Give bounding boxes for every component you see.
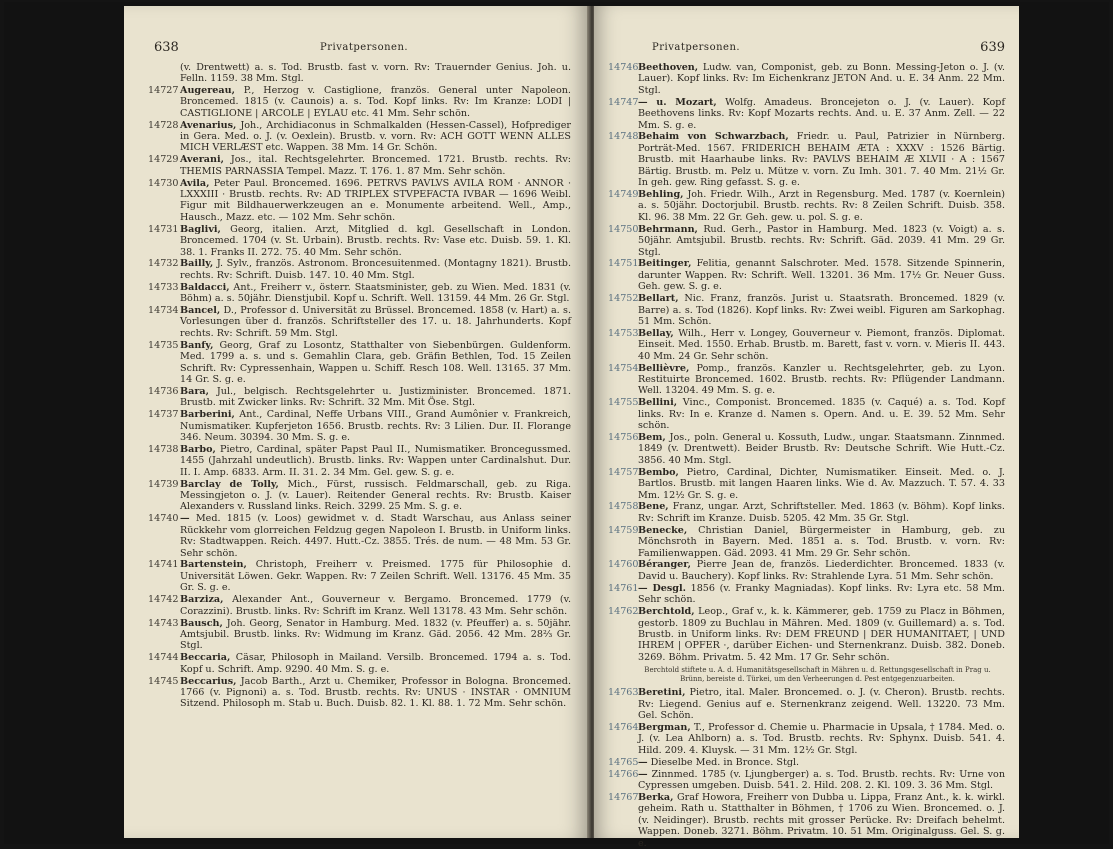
entry-number: 14734	[148, 305, 179, 317]
entry-number: 14754	[608, 362, 639, 374]
entry-number: 14755	[608, 397, 639, 409]
entry-number: 14731	[148, 223, 179, 235]
entry-name: Avenarius,	[180, 119, 237, 131]
entry-number: 14736	[148, 385, 179, 397]
catalog-entry	[150, 224, 571, 258]
catalog-entry	[608, 258, 1005, 293]
entry-text: Felitia, genannt Salschroter. Med. 1578. Sitzende Spinnerin, darunter Wappen. Rv: Schrift. Well. 13201. 36 Mm. 17½ Gr. Neuer Guss. Geh. gew. S. g. e.	[638, 258, 1005, 293]
entry-number: 14757	[608, 466, 639, 478]
entry-name: Bara,	[180, 385, 209, 397]
catalog-entry	[150, 559, 571, 593]
entry-number: 14761	[608, 582, 639, 594]
entry-name: Bene,	[638, 501, 669, 513]
entry-name: Behaim von Schwarzbach,	[638, 131, 789, 143]
entry-text: Pietro, Cardinal, später Papst Paul II., Numismatiker. Broncegussmed. 1455 (Jahrzahl undeutlich). Brustb. links. Rv: Wappen unter Cardinalshut. Dur. II. I. Amp. 6833. Arm. II. 31. 2. 34 Mm. Gel. gew. S. g. e.	[180, 443, 571, 478]
entry-name: Baglivi,	[180, 223, 221, 235]
catalog-entry	[150, 178, 571, 224]
entry-number: 14747	[608, 96, 639, 108]
running-title: Privatpersonen.	[320, 42, 409, 53]
entry-text: Med. 1815 (v. Loos) gewidmet v. d. Stadt Warschau, aus Anlass seiner Rückkehr vom glorreichen Feldzug gegen Napoleon I. Brustb. in Uniform links. Rv: Stadtwappen. Reich. 4497. Hutt.-Cz. 3855. Trés. de num. — 48 Mm. 53 Gr. Sehr schön.	[180, 513, 571, 559]
catalog-entry	[150, 444, 571, 478]
entry-text: Christoph, Freiherr v. Preismed. 1775 für Philosophie d. Universität Löwen. Gekr. Wappen. Rv: 7 Zeilen Schrift. Well. 13176. 45 Mm. 35 Gr. S. g. e.	[180, 559, 571, 594]
entry-text: Georg, italien. Arzt, Mitglied d. kgl. Gesellschaft in London. Broncemed. 1704 (v. St. Urbain). Brustb. rechts. Rv: Vase etc. Duisb. 59. 1. Kl. 38. 1. Franks II. 272. 75. 40 Mm. Sehr schön.	[180, 223, 571, 258]
catalog-entry	[608, 606, 1005, 663]
entry-number: 14743	[148, 617, 179, 629]
catalog-entry	[150, 305, 571, 339]
page-number: 639	[980, 40, 1005, 55]
entry-text: Jacob Barth., Arzt u. Chemiker, Professor in Bologna. Broncemed. 1766 (v. Pignoni) a. s. Tod. Brustb. rechts. Rv: UNUS · INSTAR · OMNIUM Sitzend. Philosoph m. Stab u. Buch. Duisb. 82. 1. Kl. 88. 1. 72 Mm. Sehr schön.	[180, 675, 571, 710]
entry-number: 14728	[148, 119, 179, 131]
entry-number: 14762	[608, 606, 639, 618]
entry-name: Augereau,	[180, 84, 235, 96]
entry-text: T., Professor d. Chemie u. Pharmacie in Upsala, † 1784. Med. o. J. (v. Lea Ahlborn) a. s. Tod. Brustb. rechts. Rv: Sphynx. Duisb. 541. 4. Hild. 209. 4. Kluysk. — 31 Mm. 12½ Gr. Stgl.	[638, 722, 1005, 756]
entry-text: Joh., Archidiaconus in Schmalkalden (Hessen-Cassel), Hofprediger in Gera. Med. o. J. (v. Oexlein). Brustb. v. vorn. Rv: ACH GOTT WENN ALLES MICH VERLÆST etc. Wappen. 38 Mm. 14 Gr. Schön.	[180, 119, 571, 154]
footnote: Berchtold stiftete u. A. d. Humanitätsgesellschaft in Mähren u. d. Rettungsgesellschaft in Prag u. Brünn, bereiste d. Türkei, um den Verheerungen d. Pest entgegenzuarbeiten.	[644, 666, 991, 683]
entry-name: Berchtold,	[638, 606, 695, 618]
entry-text: Leop., Graf v., k. k. Kämmerer, geb. 1759 zu Placz in Böhmen, gestorb. 1809 zu Buchlau in Mähren. Med. 1809 (v. Guillemard) a. s. Tod. Brustb. in Uniform links. Rv: DEM FREUND | DER HUMANITAET, | UND IHREM | OPFER ·, darüber Eichen- und Sternenkranz. Duisb. 382. Doneb. 3269. Böhm. Privatm. 5. 42 Mm. 17 Gr. Sehr schön.	[638, 606, 1005, 663]
catalog-entry	[150, 258, 571, 281]
entry-number: 14758	[608, 501, 639, 513]
right-page	[594, 6, 1019, 849]
catalog-entry	[608, 327, 1005, 362]
entry-number: 14729	[148, 154, 179, 166]
catalog-entry	[608, 466, 1005, 501]
entry-text: Rud. Gerh., Pastor in Hamburg. Med. 1823 (v. Voigt) a. s. 50jähr. Amtsjubil. Brustb. rechts. Rv: Schrift. Gäd. 2039. 41 Mm. 29 Gr. Stgl.	[638, 223, 1005, 258]
entry-name: Béranger,	[638, 559, 691, 571]
entry-number: 14764	[608, 722, 639, 734]
entry-text: Franz, ungar. Arzt, Schriftsteller. Med. 1863 (v. Böhm). Kopf links. Rv: Schrift im Kranze. Duisb. 5205. 42 Mm. 35 Gr. Stgl.	[638, 501, 1005, 524]
entry-number: 14765	[608, 756, 639, 768]
catalog-entry	[608, 501, 1005, 524]
entry-number: 14730	[148, 177, 179, 189]
entry-text: Mich., Fürst, russisch. Feldmarschall, geb. zu Riga. Messingjeton o. J. (v. Lauer). Reitender General rechts. Rv: Brustb. Kaiser Alexanders v. Russland links. Reich. 3299. 25 Mm. S. g. e.	[180, 478, 571, 513]
entry-number: 14727	[148, 84, 179, 96]
entry-number: 14766	[608, 768, 639, 780]
entry-name: Bellini,	[638, 397, 678, 409]
entry-number: 14760	[608, 559, 639, 571]
right-page-header	[612, 32, 1005, 54]
catalog-entry	[150, 594, 571, 617]
catalog-entry	[608, 756, 1005, 768]
entry-text: Wilh., Herr v. Longey, Gouverneur v. Piemont, französ. Diplomat. Einseit. Med. 1550. Erhab. Brustb. m. Barett, fast v. vorn. v. Mieris II. 443. 40 Mm. 24 Gr. Sehr schön.	[638, 327, 1005, 362]
catalog-entry	[608, 559, 1005, 582]
entry-name: Bellay,	[638, 327, 674, 339]
entry-name: Bancel,	[180, 305, 221, 317]
entry-number: 14735	[148, 339, 179, 351]
entry-name: Avila,	[180, 177, 210, 189]
catalog-entry	[150, 120, 571, 154]
catalog-entry	[150, 652, 571, 675]
catalog-entry	[608, 62, 1005, 96]
entry-name: Bausch,	[180, 617, 223, 629]
entry-text: Jul., belgisch. Rechtsgelehrter u. Justizminister. Broncemed. 1871. Brustb. mit Zwicker links. Rv: Schrift. 32 Mm. Mit Öse. Stgl.	[180, 385, 571, 409]
entry-name: Beccarius,	[180, 675, 237, 687]
entry-number: 14751	[608, 258, 639, 270]
catalog-entry	[150, 386, 571, 409]
entry-text: J. Sylv., französ. Astronom. Broncesuitenmed. (Montagny 1821). Brustb. rechts. Rv: Schrift. Duisb. 147. 10. 40 Mm. Stgl.	[180, 258, 571, 281]
entry-text: Ant., Freiherr v., österr. Staatsminister, geb. zu Wien. Med. 1831 (v. Böhm) a. s. 50jähr. Dienstjubil. Kopf u. Schrift. Well. 13159. 44 Mm. 26 Gr. Stgl.	[180, 281, 571, 305]
entry-text: Graf Howora, Freiherr von Dubba u. Lippa, Franz Ant., k. k. wirkl. geheim. Rath u. Statthalter in Böhmen, † 1706 zu Wien. Broncemed. o. J. (v. Neidinger). Brustb. rechts mit grosser Perücke. Rv: Dreifach behelmt. Wappen. Doneb. 3271. Böhm. Privatm. 10. 51 Mm. Originalguss. Gel. S. g. e.	[638, 791, 1005, 849]
entry-name: Benecke,	[638, 524, 688, 536]
entry-text: P., Herzog v. Castiglione, französ. General unter Napoleon. Broncemed. 1815 (v. Caunois) a. s. Tod. Kopf links. Rv: Im Kranze: LODI | CASTIGLIONE | ARCOLE | EYLAU etc. 41 Mm. Sehr schön.	[180, 84, 571, 119]
entry-name: Averani,	[180, 154, 224, 166]
entry-name: Barberini,	[180, 409, 235, 421]
entry-text: Joh. Georg, Senator in Hamburg. Med. 1832 (v. Pfeuffer) a. s. 50jähr. Amtsjubil. Brustb. links. Rv: Widmung im Kranz. Gäd. 2056. 42 Mm. 28⅔ Gr. Stgl.	[180, 617, 571, 652]
entry-name: Banfy,	[180, 339, 214, 351]
left-page	[124, 6, 589, 838]
entry-name: —	[638, 768, 648, 780]
entry-text: Jos., poln. General u. Kossuth, Ludw., ungar. Staatsmann. Zinnmed. 1849 (v. Drentwett). Beider Brustb. Rv: Deutsche Schrift. Wie Hutt.-Cz. 3856. 40 Mm. Stgl.	[638, 432, 1005, 466]
entry-number: 14740	[148, 513, 179, 525]
catalog-entry	[608, 188, 1005, 223]
catalog-entry	[608, 223, 1005, 258]
entry-name: Bem,	[638, 432, 666, 443]
entry-number: 14752	[608, 293, 639, 305]
entry-number: 14748	[608, 131, 639, 143]
entry-name: Barziza,	[180, 594, 224, 606]
catalog-entry	[150, 676, 571, 710]
entry-number: 14763	[608, 687, 639, 699]
entry-text: Peter Paul. Broncemed. 1696. PETRVS PAVLVS AVILA ROM · ANNOR · LXXXIII · Brustb. rechts. Rv: AD TRIPLEX STVPEFACTA IVBAR — 1696 Weibl. Figur mit Bildhauerwerkzeugen an e. Monumente arbeitend. Well., Amp., Hausch., Mazz. etc. — 102 Mm. Sehr schön.	[180, 177, 571, 223]
entry-text: Vinc., Componist. Broncemed. 1835 (v. Caqué) a. s. Tod. Kopf links. Rv: In e. Kranze d. Namen s. Opern. And. u. E. 39. 52 Mm. Sehr schön.	[638, 397, 1005, 432]
entry-number: 14732	[148, 258, 179, 270]
entry-number: 14744	[148, 652, 179, 664]
catalog-entry	[150, 618, 571, 652]
entry-number: 14733	[148, 281, 179, 293]
catalog-entry	[150, 340, 571, 386]
entry-name: Bartenstein,	[180, 559, 247, 571]
entry-number: 14739	[148, 478, 179, 490]
left-page-header	[150, 32, 571, 54]
catalog-entry	[608, 524, 1005, 559]
entry-number: 14746	[608, 62, 639, 73]
entry-number: 14738	[148, 443, 179, 455]
book-spread	[4, 2, 1109, 849]
entry-number: 14745	[148, 675, 179, 687]
entry-text: Nic. Franz, französ. Jurist u. Staatsrath. Broncemed. 1829 (v. Barre) a. s. Tod (1826). Kopf links. Rv: Zwei weibl. Figuren am Sarkophag. 51 Mm. Schön.	[638, 293, 1005, 327]
entry-number: 14750	[608, 223, 639, 235]
entry-name: Bembo,	[638, 466, 679, 478]
entry-name: Barclay de Tolly,	[180, 478, 279, 490]
catalog-entry	[608, 362, 1005, 397]
catalog-entry	[150, 282, 571, 305]
entry-number: 14741	[148, 559, 179, 571]
catalog-entry	[150, 154, 571, 177]
entry-text: Pomp., französ. Kanzler u. Rechtsgelehrter, geb. zu Lyon. Restituirte Broncemed. 1602. Brustb. rechts. Rv: Pflügender Landmann. Well. 13204. 49 Mm. S. g. e.	[638, 362, 1005, 397]
entry-text: Ant., Cardinal, Neffe Urbans VIII., Grand Aumônier v. Frankreich, Numismatiker. Kupferjeton 1656. Brustb. rechts. Rv: 3 Lilien. Dur. II. Florange 346. Neum. 30394. 30 Mm. S. g. e.	[180, 409, 571, 443]
page-number: 638	[154, 40, 179, 55]
entry-name: Behling,	[638, 188, 684, 200]
entry-text: 1856 (v. Franky Magniadas). Kopf links. Rv: Lyra etc. 58 Mm. Sehr schön.	[638, 582, 1005, 606]
catalog-entry	[150, 409, 571, 443]
entry-number: 14742	[148, 594, 179, 606]
entry-name: Bailly,	[180, 258, 214, 270]
catalog-entry	[608, 582, 1005, 606]
entry-number: 14767	[608, 791, 639, 803]
continuation-text: (v. Drentwett) a. s. Tod. Brustb. fast v. vorn. Rv: Trauernder Genius. Joh. u. Felln. 1159. 38 Mm. Stgl.	[180, 62, 571, 85]
entry-name: —	[638, 756, 648, 768]
running-title: Privatpersonen.	[652, 42, 741, 53]
catalog-entry	[608, 722, 1005, 756]
entry-name: Beethoven,	[638, 62, 699, 73]
entry-number: 14737	[148, 409, 179, 421]
entry-name: Bergman,	[638, 722, 691, 734]
catalog-entry	[608, 293, 1005, 327]
catalog-entry	[150, 513, 571, 559]
left-entries	[150, 62, 571, 710]
entry-number: 14749	[608, 188, 639, 200]
entry-text: Pietro, ital. Maler. Broncemed. o. J. (v. Cheron). Brustb. rechts. Rv: Liegend. Genius auf e. Sternenkranz zeigend. Well. 13220. 73 Mm. Gel. Schön.	[638, 687, 1005, 722]
right-entries	[608, 62, 1005, 849]
catalog-entry	[608, 768, 1005, 792]
entry-text: Wolfg. Amadeus. Broncejeton o. J. (v. Lauer). Kopf Beethovens links. Rv: Kopf Mozarts rechts. And. u. E. 37 Anm. Zell. — 22 Mm. S. g. e.	[638, 96, 1005, 131]
entry-name: Berka,	[638, 791, 674, 803]
catalog-entry	[608, 791, 1005, 849]
entry-name: Baldacci,	[180, 281, 230, 293]
catalog-entry	[608, 96, 1005, 131]
entry-text: Friedr. u. Paul, Patrizier in Nürnberg. Porträt-Med. 1567. FRIDERICH BEHAIM ÆTA : XXXV : 1526 Bärtig. Brustb. mit Haarhaube links. Rv: PAVLVS BEHAIM Æ XLVII · A : 1567 Bärtig. Brustb. m. Pelz u. Mütze v. vorn. Zu Imh. 301. 7. 40 Mm. 21½ Gr. In geh. gew. Ring gefasst. S. g. e.	[638, 131, 1005, 189]
entry-text: D., Professor d. Universität zu Brüssel. Broncemed. 1858 (v. Hart) a. s. Vorlesungen über d. französ. Schriftsteller des 17. u. 18. Jahrhunderts. Kopf rechts. Rv: Schrift. 59 Mm. Stgl.	[180, 305, 571, 339]
entry-name: — Desgl.	[638, 582, 686, 594]
entry-text: Ludw. van, Componist, geb. zu Bonn. Messing-Jeton o. J. (v. Lauer). Kopf links. Rv: Im Eichenkranz JETON And. u. E. 34 Anm. 22 Mm. Stgl.	[638, 62, 1005, 96]
entry-name: Bellart,	[638, 293, 679, 305]
entry-text: Dieselbe Med. in Bronce. Stgl.	[650, 756, 800, 768]
entry-name: Behrmann,	[638, 223, 698, 235]
catalog-entry	[608, 687, 1005, 722]
entry-text: Joh. Friedr. Wilh., Arzt in Regensburg. Med. 1787 (v. Koernlein) a. s. 50jähr. Doctorjubil. Brustb. rechts. Rv: 8 Zeilen Schrift. Duisb. 358. Kl. 96. 38 Mm. 22 Gr. Geh. gew. u. pol. S. g. e.	[638, 188, 1005, 223]
entry-name: Beitinger,	[638, 258, 692, 270]
entry-text: Georg, Graf zu Losontz, Statthalter von Siebenbürgen. Guldenform. Med. 1799 a. s. und s. Gemahlin Clara, geb. Gräfin Bethlen, Tod. 15 Zeilen Schrift. Rv: Cypressenhain, Wappen u. Schiff. Resch 108. Well. 13165. 37 Mm. 14 Gr. S. g. e.	[180, 339, 571, 385]
entry-name: — u. Mozart,	[638, 96, 717, 108]
catalog-entry	[150, 85, 571, 119]
entry-name: Barbo,	[180, 443, 216, 455]
catalog-entry	[608, 131, 1005, 189]
entry-number: 14759	[608, 524, 639, 536]
catalog-entry	[608, 432, 1005, 466]
entry-name: —	[180, 513, 190, 525]
entry-text: Pierre Jean de, französ. Liederdichter. Broncemed. 1833 (v. David u. Bauchery). Kopf links. Rv: Strahlende Lyra. 51 Mm. Sehr schön.	[638, 559, 1005, 582]
entry-text: Christian Daniel, Bürgermeister in Hamburg, geb. zu Mönchsroth in Bayern. Med. 1851 a. s. Tod. Brustb. v. vorn. Rv: Familienwappen. Gäd. 2093. 41 Mm. 29 Gr. Sehr schön.	[638, 524, 1005, 559]
catalog-entry	[150, 479, 571, 513]
entry-name: Beccaria,	[180, 652, 231, 664]
entry-number: 14756	[608, 432, 639, 443]
entry-text: Cäsar, Philosoph in Mailand. Versilb. Broncemed. 1794 a. s. Tod. Kopf u. Schrift. Amp. 9290. 40 Mm. S. g. e.	[180, 652, 571, 675]
entry-number: 14753	[608, 327, 639, 339]
entry-text: Zinnmed. 1785 (v. Ljungberger) a. s. Tod. Brustb. rechts. Rv: Urne von Cypressen umgeben. Duisb. 541. 2. Hild. 208. 2. Kl. 109. 3. 36 Mm. Stgl.	[638, 768, 1005, 792]
entry-name: Bellièvre,	[638, 362, 690, 374]
entry-text: Alexander Ant., Gouverneur v. Bergamo. Broncemed. 1779 (v. Corazzini). Brustb. links. Rv: Schrift im Kranz. Well 13178. 43 Mm. Sehr schön.	[180, 594, 571, 617]
entry-text: Jos., ital. Rechtsgelehrter. Broncemed. 1721. Brustb. rechts. Rv: THEMIS PARNASSIA Tempel. Mazz. T. 176. 1. 87 Mm. Sehr schön.	[180, 154, 571, 177]
entry-text: Pietro, Cardinal, Dichter, Numismatiker. Einseit. Med. o. J. Bartlos. Brustb. mit langen Haaren links. Wie d. Av. Mazzuch. T. 57. 4. 33 Mm. 12½ Gr. S. g. e.	[638, 466, 1005, 501]
entry-name: Beretini,	[638, 687, 686, 699]
catalog-entry	[608, 397, 1005, 432]
